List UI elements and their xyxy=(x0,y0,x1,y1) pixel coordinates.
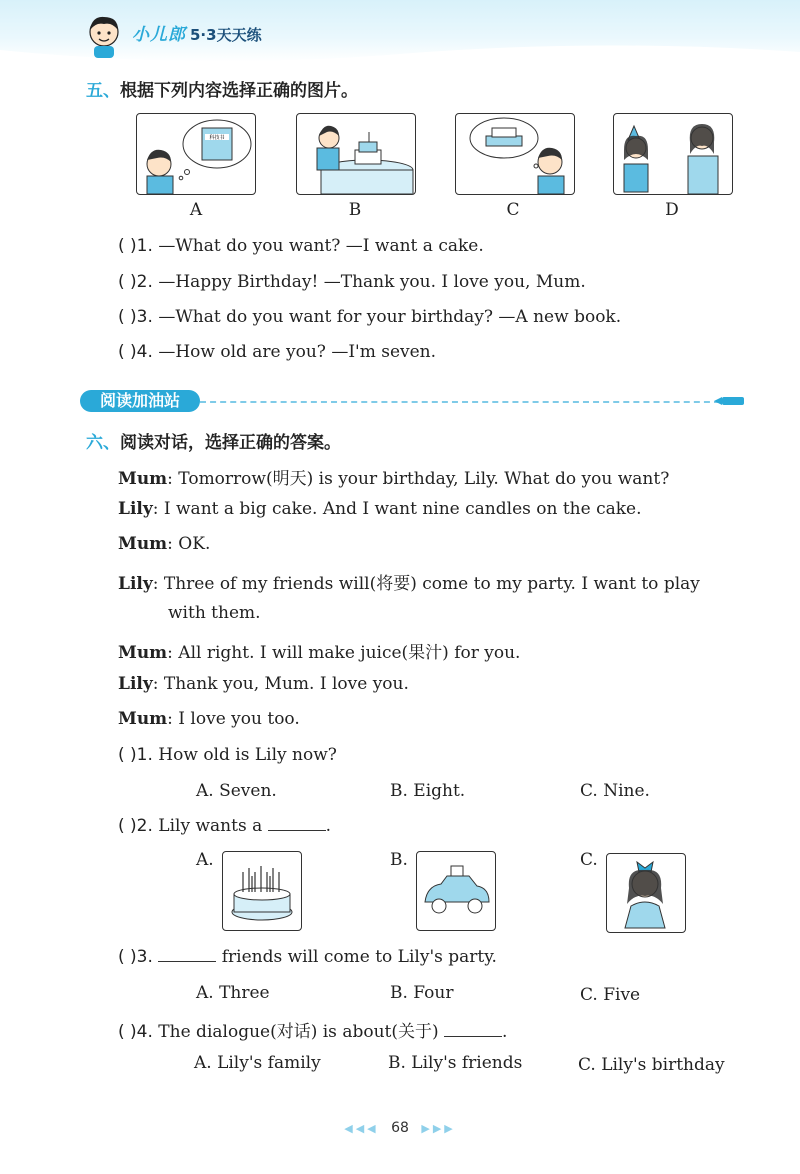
page-footer xyxy=(0,1120,800,1136)
section5-item-2 xyxy=(118,272,586,292)
option-c-image[interactable] xyxy=(606,853,686,933)
utterance: with them. xyxy=(168,603,261,623)
utterance: Thank you, Mum. I love you. xyxy=(158,674,409,694)
colon: : xyxy=(152,674,159,694)
girl-and-mum-illustration xyxy=(614,114,732,194)
answer-blank[interactable]: ( ) xyxy=(118,272,137,292)
question-1 xyxy=(118,745,337,765)
dialogue-line xyxy=(118,464,669,489)
option-b: B. Lily's friends xyxy=(388,1053,523,1073)
item-text: —Happy Birthday! —Thank you. I love you, Mum. xyxy=(158,272,586,292)
series-name: 5·3天天练 xyxy=(190,26,262,44)
right-arrows-icon: ▶▶▶ xyxy=(421,1122,456,1135)
option-a: A. Lily's family xyxy=(194,1053,321,1073)
picture-a xyxy=(136,113,256,195)
option-a-label: A. xyxy=(196,850,214,870)
item-number: 2. xyxy=(136,272,153,292)
banner-divider xyxy=(200,401,720,403)
utterance: All right. I will make juice(果汁) for you. xyxy=(172,643,521,663)
speaker: Lily xyxy=(118,674,153,694)
section6-number: 六、 xyxy=(86,433,120,453)
colon: : xyxy=(167,709,173,729)
question-stem: friends will come to Lily's party. xyxy=(221,947,497,967)
picture-b xyxy=(296,113,416,195)
dialogue-line xyxy=(118,499,642,519)
option-c-label: C. xyxy=(580,850,598,870)
picture-d-label: D xyxy=(665,200,679,220)
boy-thinking-book-illustration xyxy=(137,114,255,194)
item-number: 4. xyxy=(136,342,153,362)
utterance: I want a big cake. And I want nine candles on the cake. xyxy=(158,499,642,519)
answer-blank[interactable]: ( ) xyxy=(118,816,137,836)
item-text: —What do you want? —I want a cake. xyxy=(158,236,484,256)
option-b-label: B. xyxy=(390,850,408,870)
section5-number: 五、 xyxy=(86,81,120,101)
boy-birthday-cake-illustration xyxy=(297,114,415,194)
answer-blank[interactable]: ( ) xyxy=(118,307,137,327)
colon: : xyxy=(167,643,173,663)
question-number: 3. xyxy=(136,947,153,967)
birthday-cake-candles-icon xyxy=(223,852,301,930)
left-arrows-icon: ◀◀◀ xyxy=(344,1122,379,1135)
dialogue-line xyxy=(118,709,300,729)
option-c: C. Five xyxy=(580,985,641,1005)
item-text: —How old are you? —I'm seven. xyxy=(158,342,437,362)
section6-instruction: 阅读对话，选择正确的答案。 xyxy=(120,433,341,453)
book-title: 科技书 xyxy=(209,135,225,141)
colon: : xyxy=(167,469,173,489)
section5-item-4 xyxy=(118,342,436,362)
item-text: —What do you want for your birthday? —A new book. xyxy=(158,307,622,327)
speaker: Mum xyxy=(118,709,168,729)
answer-blank[interactable]: ( ) xyxy=(118,342,137,362)
colon: : xyxy=(152,499,159,519)
utterance: Three of my friends will(将要) come to my party. I want to play xyxy=(158,574,700,594)
picture-c xyxy=(455,113,575,195)
brand-name: 小儿郎 xyxy=(132,25,186,45)
dialogue-line-continued xyxy=(168,603,261,623)
question-stem-end: . xyxy=(325,816,332,836)
answer-blank[interactable]: ( ) xyxy=(118,947,137,967)
fill-blank[interactable] xyxy=(444,1036,502,1037)
option-b: B. Eight. xyxy=(390,781,466,801)
fill-blank[interactable] xyxy=(268,830,326,831)
option-a: A. Seven. xyxy=(196,781,277,801)
question-4 xyxy=(118,1017,507,1042)
utterance: OK. xyxy=(172,534,211,554)
dialogue-line xyxy=(118,674,409,694)
question-stem-end: . xyxy=(502,1022,508,1042)
toy-car-icon xyxy=(417,852,495,930)
section6-title xyxy=(86,428,341,453)
question-stem: Lily wants a xyxy=(152,816,263,836)
speaker: Mum xyxy=(118,469,168,489)
pencil-arrow-icon xyxy=(714,395,746,407)
answer-blank[interactable]: ( ) xyxy=(118,236,137,256)
dialogue-line xyxy=(118,534,210,554)
question-number: 1. xyxy=(136,745,153,765)
utterance: I love you too. xyxy=(172,709,300,729)
option-b: B. Four xyxy=(390,983,454,1003)
brand-logo xyxy=(132,20,262,45)
option-c: C. Lily's birthday xyxy=(578,1055,725,1075)
section5-instruction: 根据下列内容选择正确的图片。 xyxy=(120,81,358,101)
question-stem: How old is Lily now? xyxy=(152,745,337,765)
utterance: Tomorrow(明天) is your birthday, Lily. What do you want? xyxy=(172,469,670,489)
question-number: 4. xyxy=(136,1022,153,1042)
option-c: C. Nine. xyxy=(580,781,650,801)
question-2 xyxy=(118,816,331,836)
boy-mascot-icon xyxy=(82,12,126,58)
question-stem: The dialogue(对话) is about(关于) xyxy=(152,1022,439,1042)
answer-blank[interactable]: ( ) xyxy=(118,745,137,765)
fill-blank[interactable] xyxy=(158,961,216,962)
section5-title xyxy=(86,76,358,101)
picture-d xyxy=(613,113,733,195)
question-number: 2. xyxy=(136,816,153,836)
picture-c-label: C xyxy=(506,200,520,220)
speaker: Lily xyxy=(118,574,153,594)
option-a-image[interactable] xyxy=(222,851,302,931)
doll-icon xyxy=(607,854,685,932)
option-b-image[interactable] xyxy=(416,851,496,931)
page-number: 68 xyxy=(391,1120,409,1136)
speaker: Mum xyxy=(118,643,168,663)
section5-item-3 xyxy=(118,307,621,327)
answer-blank[interactable]: ( ) xyxy=(118,1022,137,1042)
dialogue-line xyxy=(118,638,520,663)
boy-thinking-cake-illustration xyxy=(456,114,574,194)
speaker: Mum xyxy=(118,534,168,554)
item-number: 3. xyxy=(136,307,153,327)
dialogue-line xyxy=(118,569,700,594)
colon: : xyxy=(167,534,173,554)
picture-a-label: A xyxy=(189,200,203,220)
section5-item-1 xyxy=(118,236,484,256)
item-number: 1. xyxy=(136,236,153,256)
speaker: Lily xyxy=(118,499,153,519)
colon: : xyxy=(152,574,159,594)
reading-banner: 阅读加油站 xyxy=(80,390,200,412)
picture-b-label: B xyxy=(348,200,362,220)
option-a: A. Three xyxy=(196,983,270,1003)
question-3 xyxy=(118,947,497,967)
